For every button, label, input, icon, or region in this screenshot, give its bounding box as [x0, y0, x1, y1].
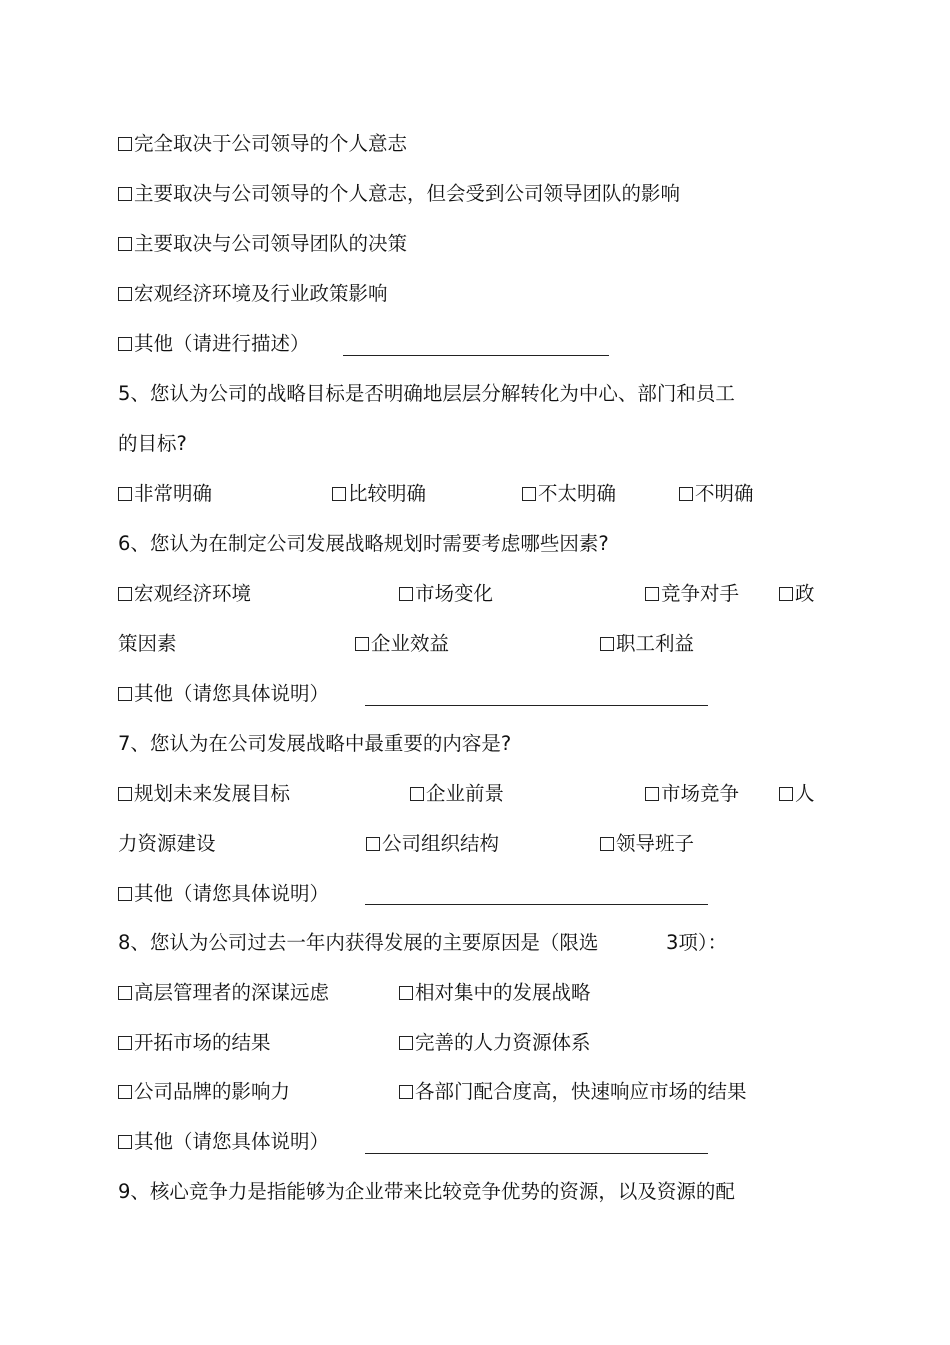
q6-option-other[interactable]: 其他（请您具体说明） — [118, 681, 329, 707]
checkbox[interactable] — [600, 837, 614, 851]
q6-option-3[interactable]: 竞争对手 — [645, 581, 739, 607]
checkbox[interactable] — [399, 1036, 413, 1050]
q5-question-line1: 5、您认为公司的战略目标是否明确地层层分解转化为中心、部门和员工 — [118, 382, 735, 405]
checkbox[interactable] — [118, 287, 132, 301]
checkbox[interactable] — [399, 986, 413, 1000]
q8-other-blank[interactable] — [365, 1153, 708, 1154]
q6-option-1[interactable]: 宏观经济环境 — [118, 581, 251, 607]
q5-option-2[interactable]: 比较明确 — [332, 481, 426, 507]
q6-option-5[interactable]: 企业效益 — [355, 631, 449, 657]
checkbox[interactable] — [118, 787, 132, 801]
checkbox[interactable] — [399, 587, 413, 601]
checkbox[interactable] — [399, 1085, 413, 1099]
checkbox[interactable] — [779, 787, 793, 801]
q8-option-other[interactable]: 其他（请您具体说明） — [118, 1129, 329, 1155]
checkbox[interactable] — [679, 487, 693, 501]
q8-option-6[interactable]: 各部门配合度高，快速响应市场的结果 — [399, 1079, 747, 1105]
q4-option-2[interactable]: 主要取决与公司领导的个人意志，但会受到公司领导团队的影响 — [118, 181, 680, 207]
checkbox[interactable] — [118, 986, 132, 1000]
q8-question: 8、您认为公司过去一年内获得发展的主要原因是（限选 — [118, 931, 599, 954]
q7-option-4-continued: 力资源建设 — [118, 832, 216, 855]
q6-question: 6、您认为在制定公司发展战略规划时需要考虑哪些因素? — [118, 532, 609, 555]
q4-option-1[interactable]: 完全取决于公司领导的个人意志 — [118, 131, 407, 157]
q7-option-other[interactable]: 其他（请您具体说明） — [118, 881, 329, 907]
q8-option-3[interactable]: 开拓市场的结果 — [118, 1030, 271, 1056]
checkbox[interactable] — [118, 187, 132, 201]
checkbox[interactable] — [645, 587, 659, 601]
q5-option-3[interactable]: 不太明确 — [522, 481, 616, 507]
q8-option-1[interactable]: 高层管理者的深谋远虑 — [118, 980, 329, 1006]
q8-option-5[interactable]: 公司品牌的影响力 — [118, 1079, 290, 1105]
checkbox[interactable] — [118, 487, 132, 501]
checkbox[interactable] — [118, 687, 132, 701]
q4-option-4[interactable]: 宏观经济环境及行业政策影响 — [118, 281, 388, 307]
q8-question-limit: 3项）： — [666, 931, 728, 954]
checkbox[interactable] — [645, 787, 659, 801]
checkbox[interactable] — [118, 237, 132, 251]
q6-option-4[interactable]: 政 — [779, 581, 815, 607]
checkbox[interactable] — [118, 1135, 132, 1149]
q7-option-2[interactable]: 企业前景 — [410, 781, 504, 807]
checkbox[interactable] — [779, 587, 793, 601]
checkbox[interactable] — [118, 137, 132, 151]
q7-option-3[interactable]: 市场竞争 — [645, 781, 739, 807]
checkbox[interactable] — [600, 637, 614, 651]
q4-other-blank[interactable] — [343, 355, 609, 356]
q9-question-line1: 9、核心竞争力是指能够为企业带来比较竞争优势的资源，以及资源的配 — [118, 1180, 735, 1203]
checkbox[interactable] — [355, 637, 369, 651]
checkbox[interactable] — [410, 787, 424, 801]
checkbox[interactable] — [118, 337, 132, 351]
q7-question: 7、您认为在公司发展战略中最重要的内容是? — [118, 732, 512, 755]
q5-question-line2: 的目标? — [118, 432, 187, 455]
checkbox[interactable] — [118, 887, 132, 901]
q6-option-2[interactable]: 市场变化 — [399, 581, 493, 607]
q6-option-6[interactable]: 职工利益 — [600, 631, 694, 657]
q8-option-4[interactable]: 完善的人力资源体系 — [399, 1030, 591, 1056]
checkbox[interactable] — [118, 1036, 132, 1050]
q7-other-blank[interactable] — [365, 904, 708, 905]
q7-option-1[interactable]: 规划未来发展目标 — [118, 781, 290, 807]
checkbox[interactable] — [118, 587, 132, 601]
checkbox[interactable] — [522, 487, 536, 501]
q6-option-4-continued: 策因素 — [118, 632, 177, 655]
q7-option-6[interactable]: 领导班子 — [600, 831, 694, 857]
q5-option-1[interactable]: 非常明确 — [118, 481, 212, 507]
q5-option-4[interactable]: 不明确 — [679, 481, 754, 507]
checkbox[interactable] — [366, 837, 380, 851]
checkbox[interactable] — [118, 1085, 132, 1099]
q4-option-other[interactable]: 其他（请进行描述） — [118, 331, 310, 357]
q7-option-5[interactable]: 公司组织结构 — [366, 831, 499, 857]
q4-option-3[interactable]: 主要取决与公司领导团队的决策 — [118, 231, 407, 257]
q6-other-blank[interactable] — [365, 705, 708, 706]
q7-option-4[interactable]: 人 — [779, 781, 815, 807]
checkbox[interactable] — [332, 487, 346, 501]
q8-option-2[interactable]: 相对集中的发展战略 — [399, 980, 591, 1006]
